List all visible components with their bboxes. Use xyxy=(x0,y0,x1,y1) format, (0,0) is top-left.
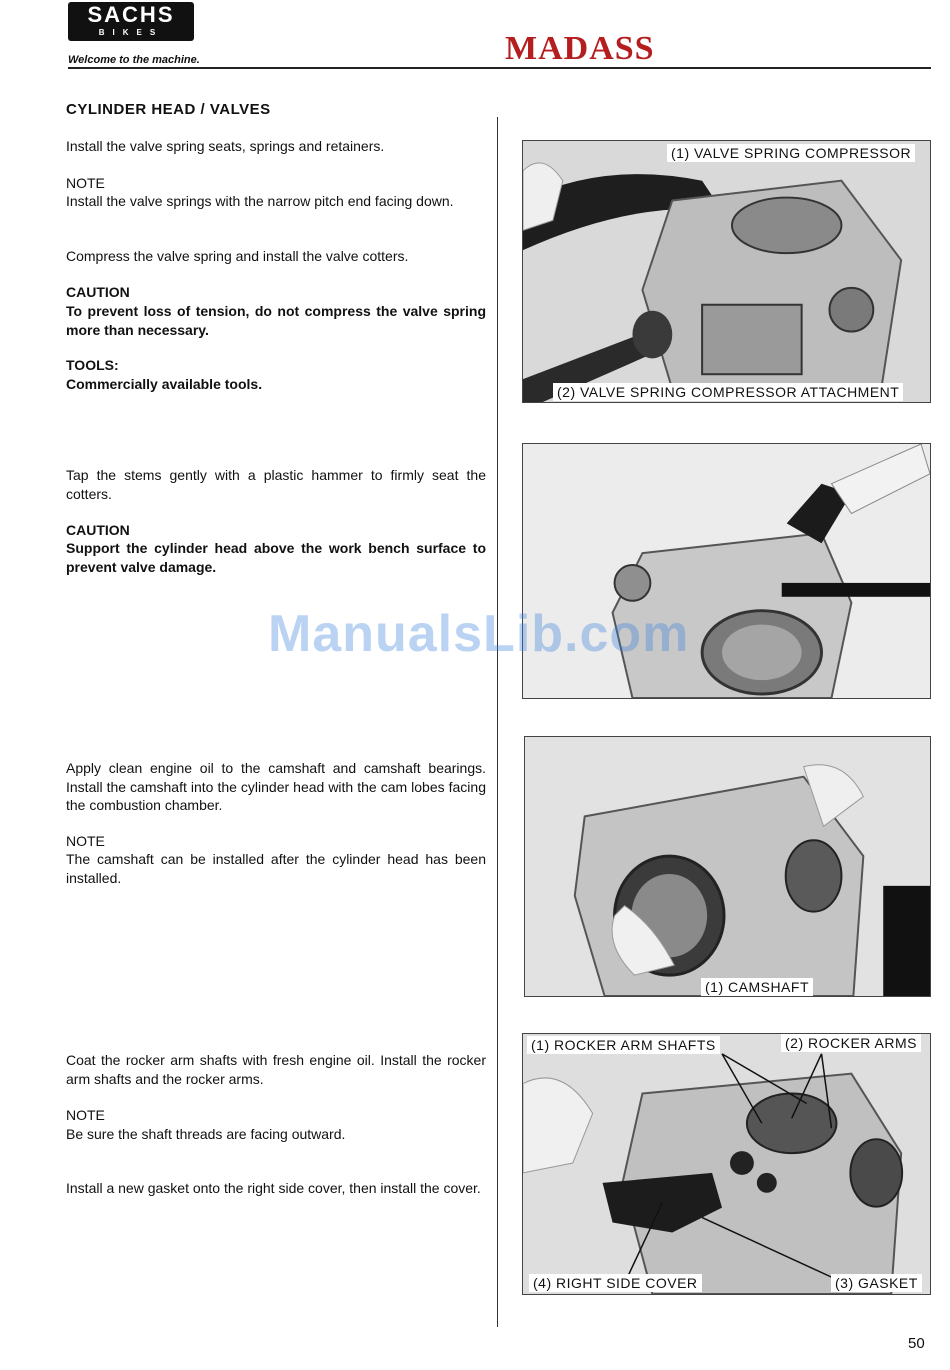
instruction-gasket-cover: Install a new gasket onto the right side cover, then install the cover. xyxy=(66,1180,481,1196)
watermark: ManualsLib.com xyxy=(268,605,690,663)
brand-subtitle: BIKES xyxy=(98,28,164,37)
callout-gasket: (3) GASKET xyxy=(831,1274,922,1292)
rocker-arms-photo xyxy=(523,1034,930,1294)
instruction-camshaft: Apply clean engine oil to the camshaft and camshaft bearings. Install the camshaft into the cylinder head with the cam lobes facing the combustion chamber. xyxy=(66,760,486,813)
callout-camshaft: (1) CAMSHAFT xyxy=(701,978,813,996)
instruction-tap-stems: Tap the stems gently with a plastic hammer to firmly seat the cotters. xyxy=(66,467,486,502)
camshaft-photo xyxy=(525,737,930,996)
figure-rocker-arms xyxy=(522,1033,931,1295)
note-heading: NOTE xyxy=(66,1107,105,1123)
caution-text: Support the cylinder head above the work bench surface to prevent valve damage. xyxy=(66,540,486,575)
header-rule xyxy=(68,67,931,69)
instruction-rocker-arms: Coat the rocker arm shafts with fresh engine oil. Install the rocker arm shafts and the rocker arms. xyxy=(66,1052,486,1087)
brand-name: SACHS xyxy=(87,2,175,27)
callout-compressor-attachment: (2) VALVE SPRING COMPRESSOR ATTACHMENT xyxy=(553,383,903,401)
sachs-bikes-logo xyxy=(68,2,194,41)
tagline: Welcome to the machine. xyxy=(68,54,200,66)
madass-logo: MADASS xyxy=(505,30,655,67)
caution-text: To prevent loss of tension, do not compress the valve spring more than necessary. xyxy=(66,303,486,338)
note-text: Be sure the shaft threads are facing outward. xyxy=(66,1126,346,1142)
note-heading: NOTE xyxy=(66,175,105,191)
callout-right-side-cover: (4) RIGHT SIDE COVER xyxy=(529,1274,702,1292)
valve-spring-compressor-photo xyxy=(523,141,930,402)
note-text: Install the valve springs with the narrow pitch end facing down. xyxy=(66,193,454,209)
callout-rocker-arm-shafts: (1) ROCKER ARM SHAFTS xyxy=(527,1036,720,1054)
page-number: 50 xyxy=(908,1335,925,1352)
tools-heading: TOOLS: xyxy=(66,357,119,373)
note-heading: NOTE xyxy=(66,833,105,849)
figure-valve-spring-compressor xyxy=(522,140,931,403)
caution-heading: CAUTION xyxy=(66,284,130,300)
callout-valve-spring-compressor: (1) VALVE SPRING COMPRESSOR xyxy=(667,144,915,162)
note-text: The camshaft can be installed after the cylinder head has been installed. xyxy=(66,851,486,886)
callout-rocker-arms: (2) ROCKER ARMS xyxy=(781,1034,921,1052)
figure-camshaft xyxy=(524,736,931,997)
instruction-compress: Compress the valve spring and install the valve cotters. xyxy=(66,248,409,264)
caution-heading: CAUTION xyxy=(66,522,130,538)
tools-text: Commercially available tools. xyxy=(66,376,263,392)
section-title: CYLINDER HEAD / VALVES xyxy=(66,101,271,118)
instruction-spring-seats: Install the valve spring seats, springs and retainers. xyxy=(66,138,385,154)
column-divider xyxy=(497,117,498,1327)
